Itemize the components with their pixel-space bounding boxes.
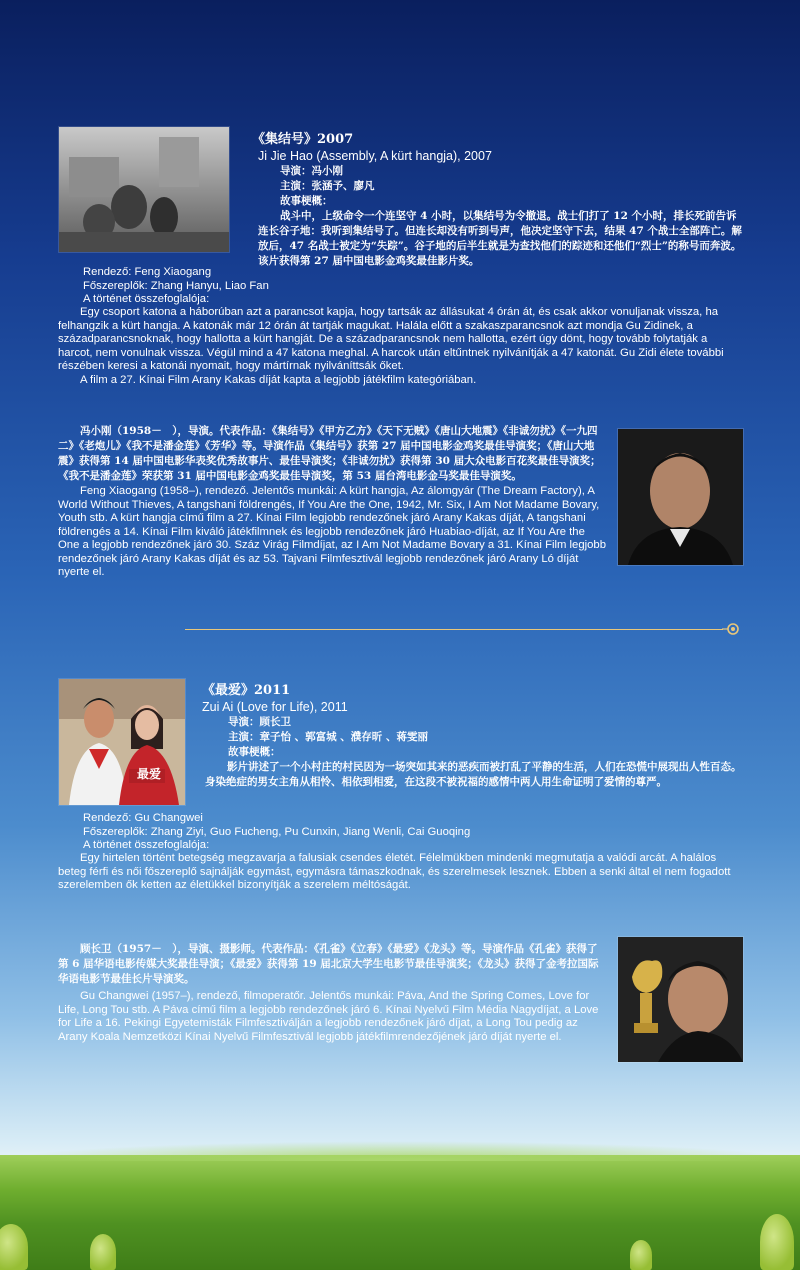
film2-director-cn: 导演：顾长卫 <box>228 716 291 728</box>
director1-bio-cn: 冯小刚（1958－ ），导演。代表作品：《集结号》《甲方乙方》《天下无贼》《唐山大地震》《非诚勿扰》《一九四二》《老炮儿》《我不是潘金莲》《芳华》等。导演作品《集结号》获第 27 届中国电影金鸡奖最佳导演奖；《唐山大地震》获得第 14 届中国电影华表奖优秀故事片、最佳导演奖；《非诚勿扰》获得第 30 届大众电影百花奖最佳导演奖；《我不是潘金莲》荣获第 31 届中国电影金鸡奖最佳导演奖，第 53 届台湾电影金马奖最佳导演奖。 <box>58 425 601 482</box>
film2-synopsis-label-hu: A történet összefoglalója: <box>83 839 210 851</box>
leaf-decoration <box>90 1234 116 1270</box>
poster-title: 最爱 <box>137 767 162 781</box>
film1-director-hu: Rendező: Feng Xiaogang <box>83 266 212 278</box>
film2-cast-hu: Főszereplők: Zhang Ziyi, Guo Fucheng, Pu Cunxin, Jiang Wenli, Cai Guoqing <box>83 825 471 838</box>
divider-ornament-icon <box>722 622 742 636</box>
film1-director-cn: 导演：冯小刚 <box>280 165 343 177</box>
love-for-life-poster <box>58 678 186 806</box>
director1-bio-hu: Feng Xiaogang (1958–), rendező. Jelentős munkái: A kürt hangja, Az álomgyár (The Dream Factory), A World Without Thieves, A tangshani földrengés, If You Are the One, 1942, Mr. Six, I Am Not Madame Bovary, Youth stb. A kürt hangja című film a 27. Kínai Film legjobb rendezőnek járó Arany Kakas díját, A tangshani földrengés a 14. Kínai Film kiváló játékfilmnek és legjobb rendezőnek járó Huabiao-díját, az If You Are the One a legjobb rendezőnek járó 30. Száz Virág Filmdíjat, az I Am Not Madame Bovary a 31. Kínai Film legjobb rendezőnek járó Arany Kakas díját és az 53. Tajvani Filmfesztivál legjobb rendezőnek járó Arany Ló díját nyerte el. <box>58 485 606 578</box>
assembly-film-still <box>58 126 230 253</box>
section-divider <box>185 629 723 630</box>
feng-xiaogang-portrait <box>617 428 744 566</box>
film1-cast-hu: Főszereplők: Zhang Hanyu, Liao Fan <box>83 279 269 292</box>
film1-synopsis-label-cn: 故事梗概： <box>280 195 333 207</box>
film1-title-cn: 《集结号》2007 <box>252 132 354 147</box>
film2-synopsis-hu: Egy hirtelen történt betegség megzavarja a falusiak csendes életét. Félelmükben mindenki megmutatja a valódi arcát. A halálos beteg férfi és női főszereplő sajnálják egymást, egymásra támaszkodnak, és szerelmesek lesznek. Ebben a senki által el nem fogadott szerelemben ők ketten az életükkel bizonyítják a szerelem méltóságát. <box>58 852 731 891</box>
leaf-decoration <box>760 1214 794 1270</box>
leaf-decoration <box>630 1240 652 1270</box>
film1-synopsis-hu: Egy csoport katona a háborúban azt a parancsot kapja, hogy tartsák az állásukat 4 órán át, és csak akkor vonuljanak vissza, ha felhangzik a kürt hangja. A katonák már 12 órán át tartják magukat. Halála előtt a szakaszparancsnok azt mondja Gu Zidinek, a századparancsnoknak, hogy hallotta a kürt hangját. De a századparancsnok nem hallotta, ezért úgy dönt, hogy tovább folytatják a harcot, nem vonulnak vissza. Végül mind a 47 katona meghal. A harcok után eltűntnek nyilvánítják a 47 katonát. Gu Zidi élete további részében keresi a katonái nyomait, hogy mártírnak nyilváníttsák őket. <box>58 306 724 372</box>
film2-synopsis-cn: 影片讲述了一个小村庄的村民因为一场突如其来的恶疾而被打乱了平静的生活，人们在恐慌中展现出人性百态。身染绝症的男女主角从相怜、相依到相爱，在这段不被祝福的感情中两人用生命证明了爱情的尊严。 <box>205 761 742 788</box>
gu-changwei-portrait <box>617 936 744 1063</box>
director2-bio-cn: 顾长卫（1957－ ），导演、摄影师。代表作品：《孔雀》《立春》《最爱》《龙头》等。导演作品《孔雀》获得了第 6 届华语电影传媒大奖最佳导演；《最爱》获得第 19 届北京大学生电影节最佳导演奖；《龙头》获得了金考拉国际华语电影节最佳长片导演奖。 <box>58 943 599 985</box>
leaf-decoration <box>0 1224 28 1270</box>
film1-cast-cn: 主演：张涵予、廖凡 <box>280 180 375 192</box>
film2-cast-cn: 主演：章子怡 、郭富城 、濮存昕 、蒋雯丽 <box>228 731 428 743</box>
film2-synopsis-label-cn: 故事梗概： <box>228 746 281 758</box>
film2-title-cn: 《最爱》2011 <box>202 683 291 698</box>
grass-background <box>0 1155 800 1270</box>
film2-title-hu: Zui Ai (Love for Life), 2011 <box>202 700 348 714</box>
film2-director-hu: Rendező: Gu Changwei <box>83 812 203 824</box>
film1-synopsis-label-hu: A történet összefoglalója: <box>83 293 210 305</box>
director2-bio-hu: Gu Changwei (1957–), rendező, filmoperatőr. Jelentős munkái: Páva, And the Spring Comes, Love for Life, Long Tou stb. A Páva című film a legjobb rendezőnek járó 6. Kínai Nyelvű Film Média Nagydíjat, a Love for Life a 16. Pekingi Egyetemisták Filmfesztiválján a legjobb rendezőnek járó díjat, a Long Tou pedig az Arany Koala Nemzetközi Kínai Nyelvű Filmfesztivál legjobb játékfilmrendezőjének járó díját nyerte el. <box>58 990 599 1043</box>
film1-title-hu: Ji Jie Hao (Assembly, A kürt hangja), 2007 <box>258 149 492 163</box>
film1-award-hu: A film a 27. Kínai Film Arany Kakas díját kapta a legjobb játékfilm kategóriában. <box>80 373 477 386</box>
film1-synopsis-cn: 战斗中，上级命令一个连坚守 4 小时，以集结号为令撤退。战士们打了 12 个小时，排长死前告诉连长谷子地：我听到集结号了。但连长却没有听到号声，他决定坚守下去，结果 47 个战士全部阵亡。解放后，47 名战士被定为“失踪”。谷子地的后半生就是为查找他们的踪迹和还他们“烈士”的称号而奔波。 该片获得第 27 届中国电影金鸡奖最佳影片奖。 <box>258 210 742 267</box>
